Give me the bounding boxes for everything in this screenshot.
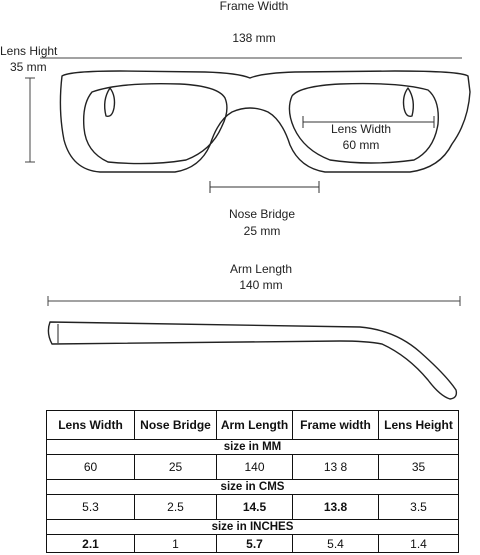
arm-length-line [48,296,460,306]
cell-lens-width: 2.1 [47,535,135,553]
nose-bridge-value: 25 mm [243,224,281,238]
arm-length-label: Arm Length [229,262,293,276]
section-row-mm [47,440,459,455]
lens-width-value: 60 mm [342,138,380,152]
cell-lens-height: 1.4 [379,535,459,553]
section-title: size in CMS [47,480,459,495]
lens-height-value: 35 mm [10,60,47,74]
header-frame-width: Frame width [293,411,379,440]
section-row-inches [47,520,459,535]
cell-frame-width: 5.4 [293,535,379,553]
cell-lens-height: 35 [379,455,459,480]
header-lens-height: Lens Height [379,411,459,440]
lens-height-line [25,78,35,162]
lens-width-label: Lens Width [330,122,392,136]
nose-bridge-label: Nose Bridge [228,207,296,221]
cell-frame-width: 13.8 [293,495,379,520]
table-row [47,535,459,553]
cell-nose-bridge: 1 [135,535,217,553]
cell-lens-width: 5.3 [47,495,135,520]
frame-width-value: 138 mm [232,31,276,45]
cell-lens-height: 3.5 [379,495,459,520]
nose-bridge-line [210,181,319,193]
section-row-cms [47,480,459,495]
arm-length-value: 140 mm [239,278,283,292]
header-lens-width: Lens Width [47,411,135,440]
cell-arm-length: 14.5 [217,495,293,520]
lens-height-label: Lens Hight [0,44,58,58]
header-arm-length: Arm Length [217,411,293,440]
temple-arm [48,322,456,399]
section-title: size in MM [47,440,459,455]
cell-nose-bridge: 25 [135,455,217,480]
table-header-row [47,411,459,440]
cell-nose-bridge: 2.5 [135,495,217,520]
cell-lens-width: 60 [47,455,135,480]
table-row [47,455,459,480]
header-nose-bridge: Nose Bridge [135,411,217,440]
table-row [47,495,459,520]
cell-arm-length: 5.7 [217,535,293,553]
cell-frame-width: 13 8 [293,455,379,480]
size-table [46,410,459,553]
frame-width-label: Frame Width [219,0,289,13]
cell-arm-length: 140 [217,455,293,480]
section-title: size in INCHES [47,520,459,535]
